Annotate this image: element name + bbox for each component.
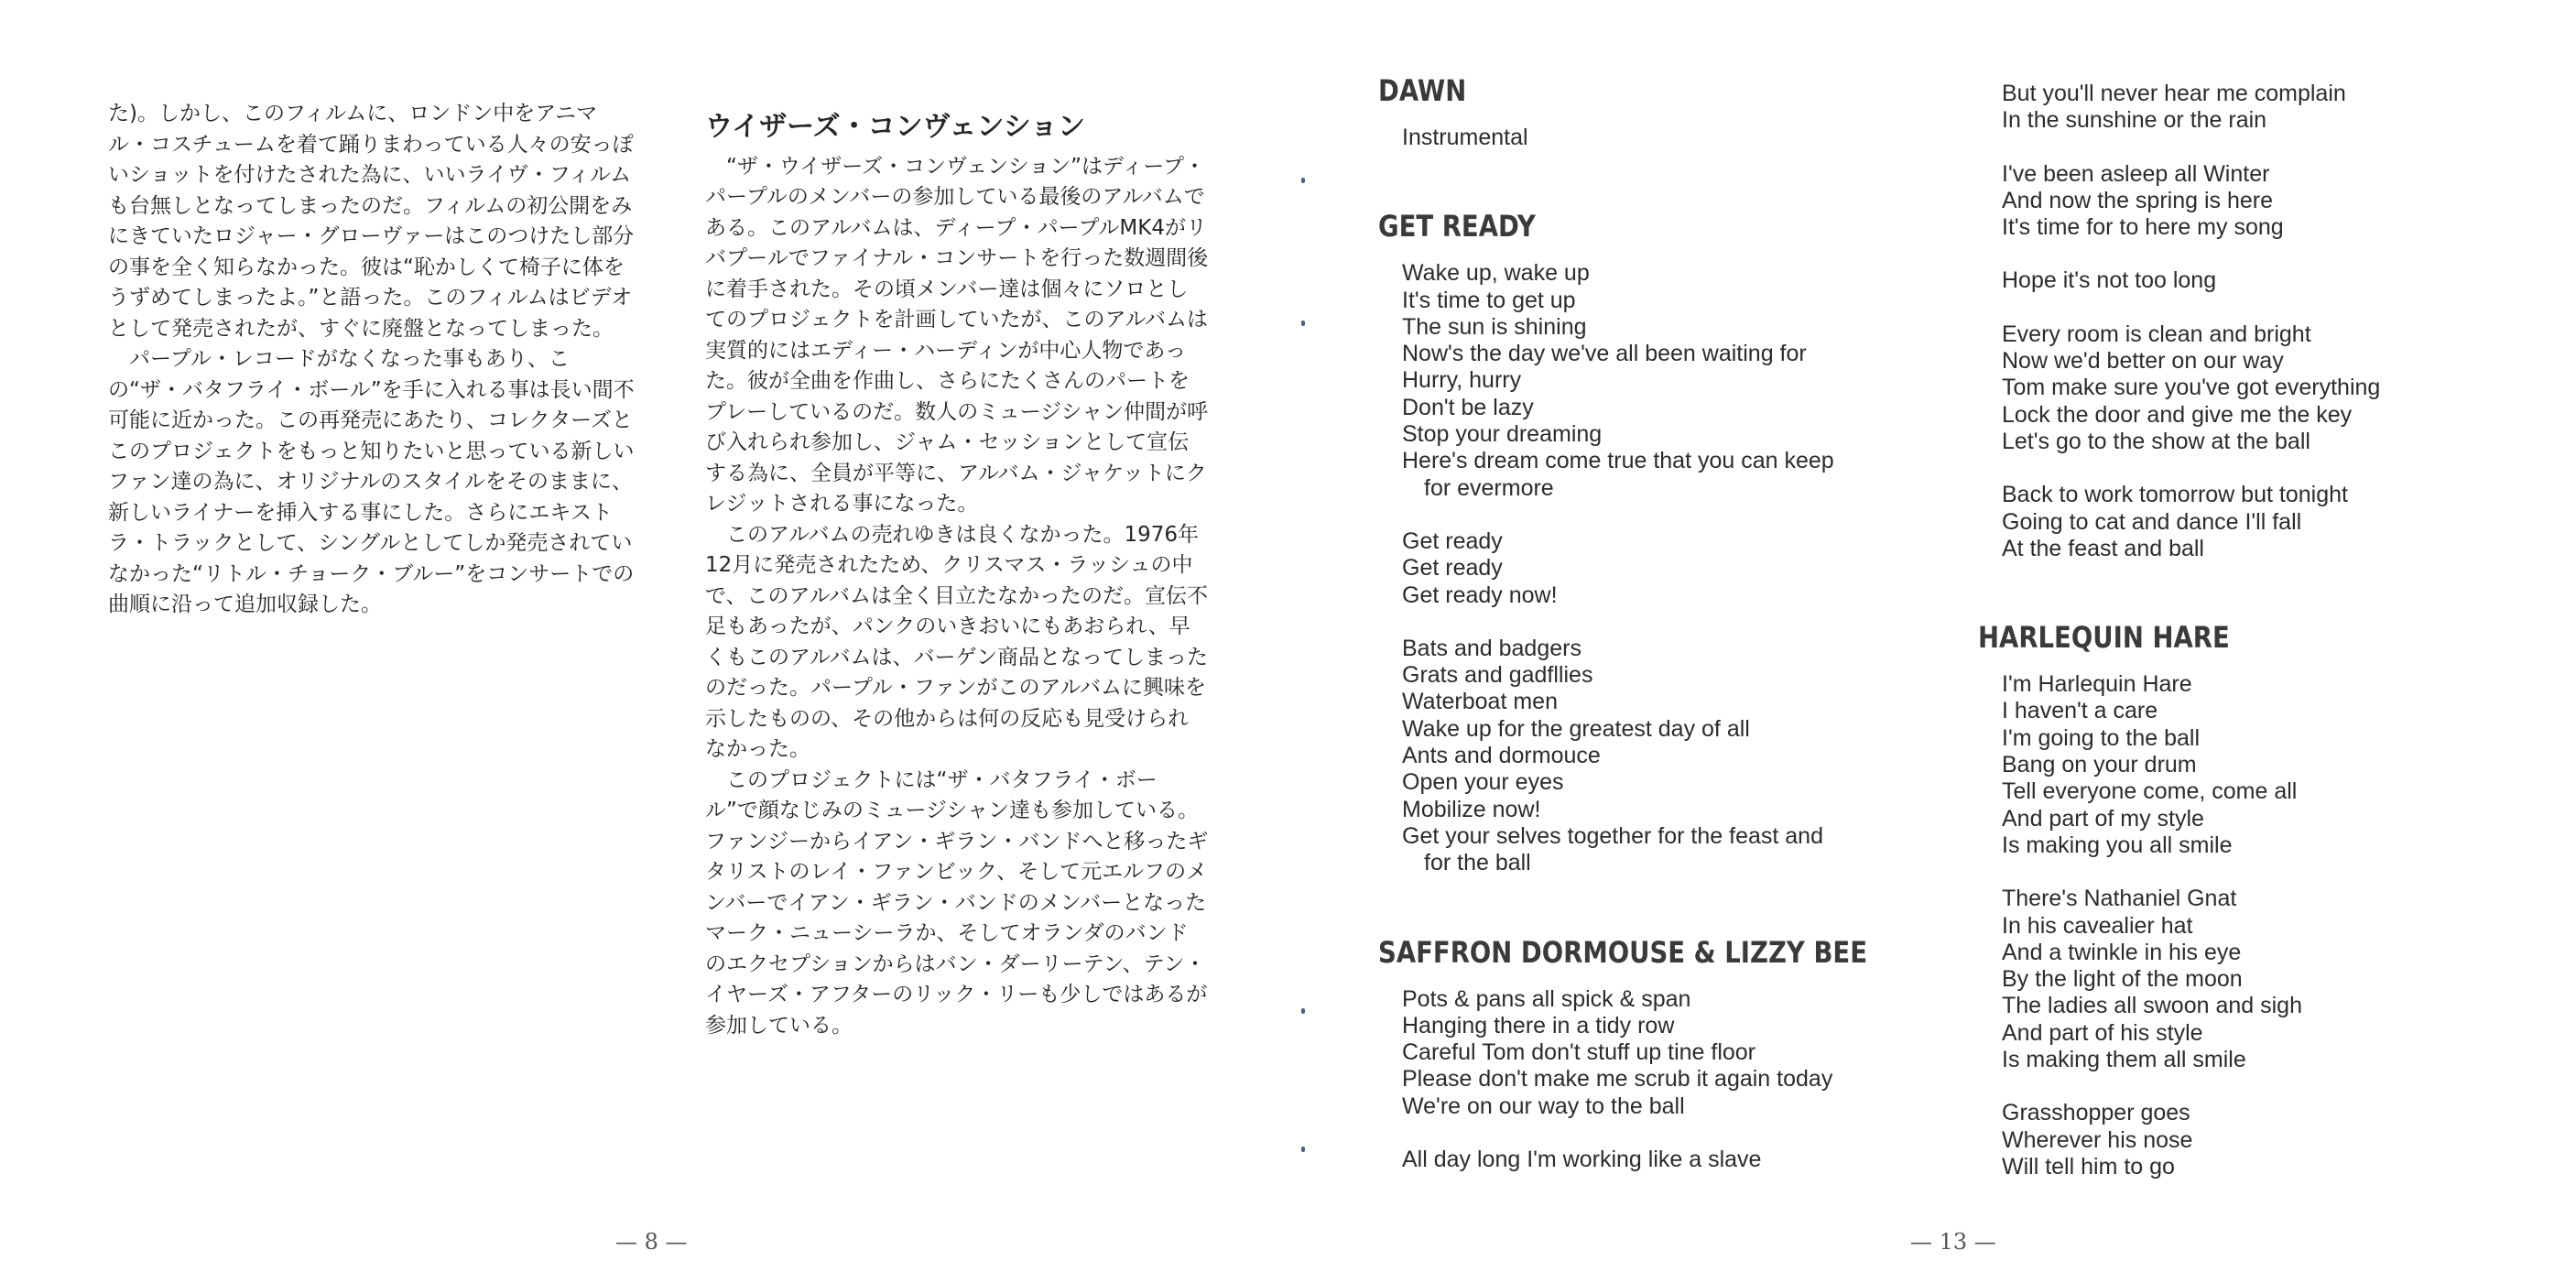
paragraph: “ザ・ウイザーズ・コンヴェンション”はディープ・パープルのメンバーの参加している最後のアルバムである。このアルバムは、ディープ・パープルMK4がリバプールでファイナル・コンサートを行った数週間後に着手された。その頃メンバー達は個々にソロとしてのプロジェクトを計画していたが、このアルバムは実質的にはエディー・ハーディンが中心人物であった。彼が全曲を作曲し、さらにたくさんのパートをプレーしているのだ。数人のミュージシャン仲間が呼び入れられ参加し、ジャム・セッションとして宣伝する為に、全員が平等に、アルバム・ジャケットにクレジットされる事になった。 (705, 154, 1209, 516)
paragraph: た)。しかし、このフィルムに、ロンドン中をアニマル・コスチュームを着て踊りまわっている人々の安っぽいショットを付けたされた為に、いいライヴ・フィルムも台無しとなってしまったのだ。フィルムの初公開をみにきていたロジャー・グローヴァーはこのつけたし部分の事を全く知らなかった。彼は“恥かしくて椅子に体をうずめてしまったよ。”と語った。このフィルムはビデオとして発売されたが、すぐに廃盤となってしまった。 (108, 102, 635, 341)
left-page-column-2 (705, 112, 1209, 1041)
lyric-line: for the ball (1424, 850, 1531, 876)
lyric-line: And part of his style (2002, 1019, 2203, 1046)
song (1378, 209, 1928, 876)
lyric-line: Is making them all smile (2002, 1047, 2246, 1073)
page-number-left: — 8 — (615, 1229, 688, 1255)
stanza (2002, 321, 2546, 455)
lyric-line: And now the spring is here (2002, 187, 2274, 213)
lyric-line: for evermore (1424, 474, 1554, 501)
lyric-line: It's time for to here my song (2002, 214, 2284, 241)
lyric-line: I haven't a care (2002, 698, 2158, 724)
lyric-line: Bats and badgers (1402, 635, 1581, 661)
song (1978, 620, 2546, 1180)
paragraph: パープル・レコードがなくなった事もあり、この“ザ・バタフライ・ボール”を手に入れる事は長い間不可能に近かった。この再発売にあたり、コレクターズとこのプロジェクトをもっと知りたいと思っている新しいファン達の為に、オリジナルのスタイルをそのままに、新しいライナーを挿入する事にした。さらにエキストラ・トラックとして、シングルとしてしか発売されていなかった“リトル・チョーク・ブルー”をコンサートでの曲順に沿って追加収録した。 (108, 347, 635, 616)
song (1978, 81, 2546, 562)
lyrics-block (1402, 260, 1928, 876)
scan-speck (1301, 1147, 1305, 1152)
lyric-line: Now's the day we've all been waiting for (1402, 341, 1807, 367)
stanza (2002, 267, 2546, 294)
song-title: GET READY (1378, 209, 1536, 245)
lyric-line: Is making you all smile (2002, 832, 2233, 858)
lyric-line: Back to work tomorrow but tonight (2002, 482, 2348, 508)
lyric-line: The ladies all swoon and sigh (2002, 993, 2302, 1019)
lyric-line: Tell everyone come, come all (2002, 778, 2298, 805)
lyric-line: Ants and dormouce (1402, 743, 1601, 769)
lyric-line: Careful Tom don't stuff up tine floor (1402, 1039, 1756, 1066)
song (1378, 73, 1928, 151)
lyric-line: Hanging there in a tidy row (1402, 1012, 1675, 1038)
lyric-line: Bang on your drum (2002, 752, 2197, 778)
stanza (2002, 886, 2546, 1073)
lyric-line: And part of my style (2002, 805, 2204, 832)
lyric-line: By the light of the moon (2002, 966, 2243, 993)
lyric-line: Wake up, wake up (1402, 260, 1590, 287)
lyric-line: Get ready now! (1402, 582, 1558, 608)
stanza (1402, 260, 1928, 502)
section-title: ウイザーズ・コンヴェンション (705, 111, 1086, 143)
stanza (2002, 81, 2546, 135)
lyric-line: Lock the door and give me the key (2002, 401, 2353, 428)
lyric-line: Let's go to the show at the ball (2002, 428, 2310, 454)
lyrics-block (1402, 125, 1928, 151)
lyric-line: Here's dream come true that you can keep (1402, 448, 1834, 474)
stanza (2002, 1100, 2546, 1180)
scan-speck (1301, 321, 1305, 326)
paragraph: このアルバムの売れゆきは良くなかった。1976年12月に発売されたため、クリスマス・ラッシュの中で、このアルバムは全く目立たなかったのだ。宣伝不足もあったが、パンクのいきおいにもあおられ、早くもこのアルバムは、バーゲン商品となってしまったのだった。パープル・ファンがこのアルバムに興味を示したものの、その他からは何の反応も見受けられなかった。 (705, 522, 1209, 761)
stanza (1402, 636, 1928, 877)
lyric-line: Pots & pans all spick & span (1402, 985, 1691, 1012)
song-title: SAFFRON DORMOUSE & LIZZY BEE (1378, 934, 1868, 970)
song (1378, 935, 1928, 1174)
lyric-line: But you'll never hear me complain (2002, 81, 2346, 106)
stanza (1402, 986, 1928, 1120)
lyric-line: Every room is clean and bright (2002, 321, 2311, 347)
lyric-line: Going to cat and dance I'll fall (2002, 508, 2302, 535)
scan-speck (1301, 178, 1305, 183)
lyric-line: Get ready (1402, 555, 1503, 582)
lyric-line: Mobilize now! (1402, 796, 1541, 822)
lyrics-column-2 (1978, 81, 2546, 1207)
stanza (1402, 528, 1928, 609)
lyric-line: Don't be lazy (1402, 394, 1534, 420)
lyric-line: Get your selves together for the feast and (1402, 822, 1823, 849)
stanza (2002, 482, 2546, 562)
song-title: HARLEQUIN HARE (1978, 620, 2230, 656)
lyric-line: I've been asleep all Winter (2002, 160, 2270, 187)
lyric-line: It's time to get up (1402, 287, 1576, 313)
left-page-column-1 (108, 99, 635, 621)
lyric-line: Now we'd better on our way (2002, 348, 2284, 375)
lyric-line: Grasshopper goes (2002, 1100, 2190, 1126)
lyric-line: There's Nathaniel Gnat (2002, 886, 2237, 912)
lyric-line: Tom make sure you've got everything (2002, 375, 2381, 401)
lyric-line: In the sunshine or the rain (2002, 107, 2267, 134)
lyric-line: Wherever his nose (2002, 1126, 2193, 1153)
lyrics-column-1 (1378, 73, 1928, 1200)
lyric-line: We're on our way to the ball (1402, 1093, 1685, 1119)
lyric-line: Wake up for the greatest day of all (1402, 715, 1750, 742)
stanza (1402, 1147, 1928, 1173)
stanza (1402, 125, 1928, 151)
lyric-line: Hope it's not too long (2002, 267, 2217, 294)
stanza (2002, 671, 2546, 859)
lyric-line: Get ready (1402, 527, 1503, 554)
lyric-line: The sun is shining (1402, 313, 1587, 340)
lyric-line: Please don't make me scrub it again today (1402, 1066, 1833, 1093)
lyric-line: Grats and gadfllies (1402, 662, 1593, 689)
lyric-line: Hurry, hurry (1402, 367, 1522, 394)
lyric-line: Waterboat men (1402, 689, 1558, 715)
paragraph: このプロジェクトには“ザ・バタフライ・ボール”で顔なじみのミュージシャン達も参加している。ファンジーからイアン・ギラン・バンドへと移ったギタリストのレイ・ファンビック、そして元エルフのメンバーでイアン・ギラン・バンドのメンバーとなったマーク・ニューシーラか、そしてオランダのバンドのエクセプションからはバン・ダーリーテン、テン・イヤーズ・アフターのリック・リーも少しではあるが参加している。 (705, 767, 1209, 1038)
stanza (2002, 161, 2546, 242)
lyric-line: Instrumental (1402, 125, 1528, 150)
lyric-line: At the feast and ball (2002, 535, 2204, 561)
lyric-line: I'm Harlequin Hare (2002, 671, 2192, 698)
lyric-line: I'm going to the ball (2002, 724, 2201, 751)
lyric-line: Open your eyes (1402, 769, 1564, 796)
lyric-line: Will tell him to go (2002, 1153, 2175, 1180)
page-number-right: — 13 — (1910, 1229, 1996, 1255)
lyric-line: In his cavealier hat (2002, 912, 2193, 939)
lyric-line: Stop your dreaming (1402, 421, 1603, 448)
lyric-line: And a twinkle in his eye (2002, 939, 2242, 965)
song-title: DAWN (1378, 73, 1467, 108)
lyrics-block (2002, 81, 2546, 562)
lyrics-block (1402, 986, 1928, 1174)
scan-speck (1301, 1008, 1305, 1014)
lyric-line: All day long I'm working like a slave (1402, 1147, 1762, 1173)
lyrics-block (2002, 671, 2546, 1180)
